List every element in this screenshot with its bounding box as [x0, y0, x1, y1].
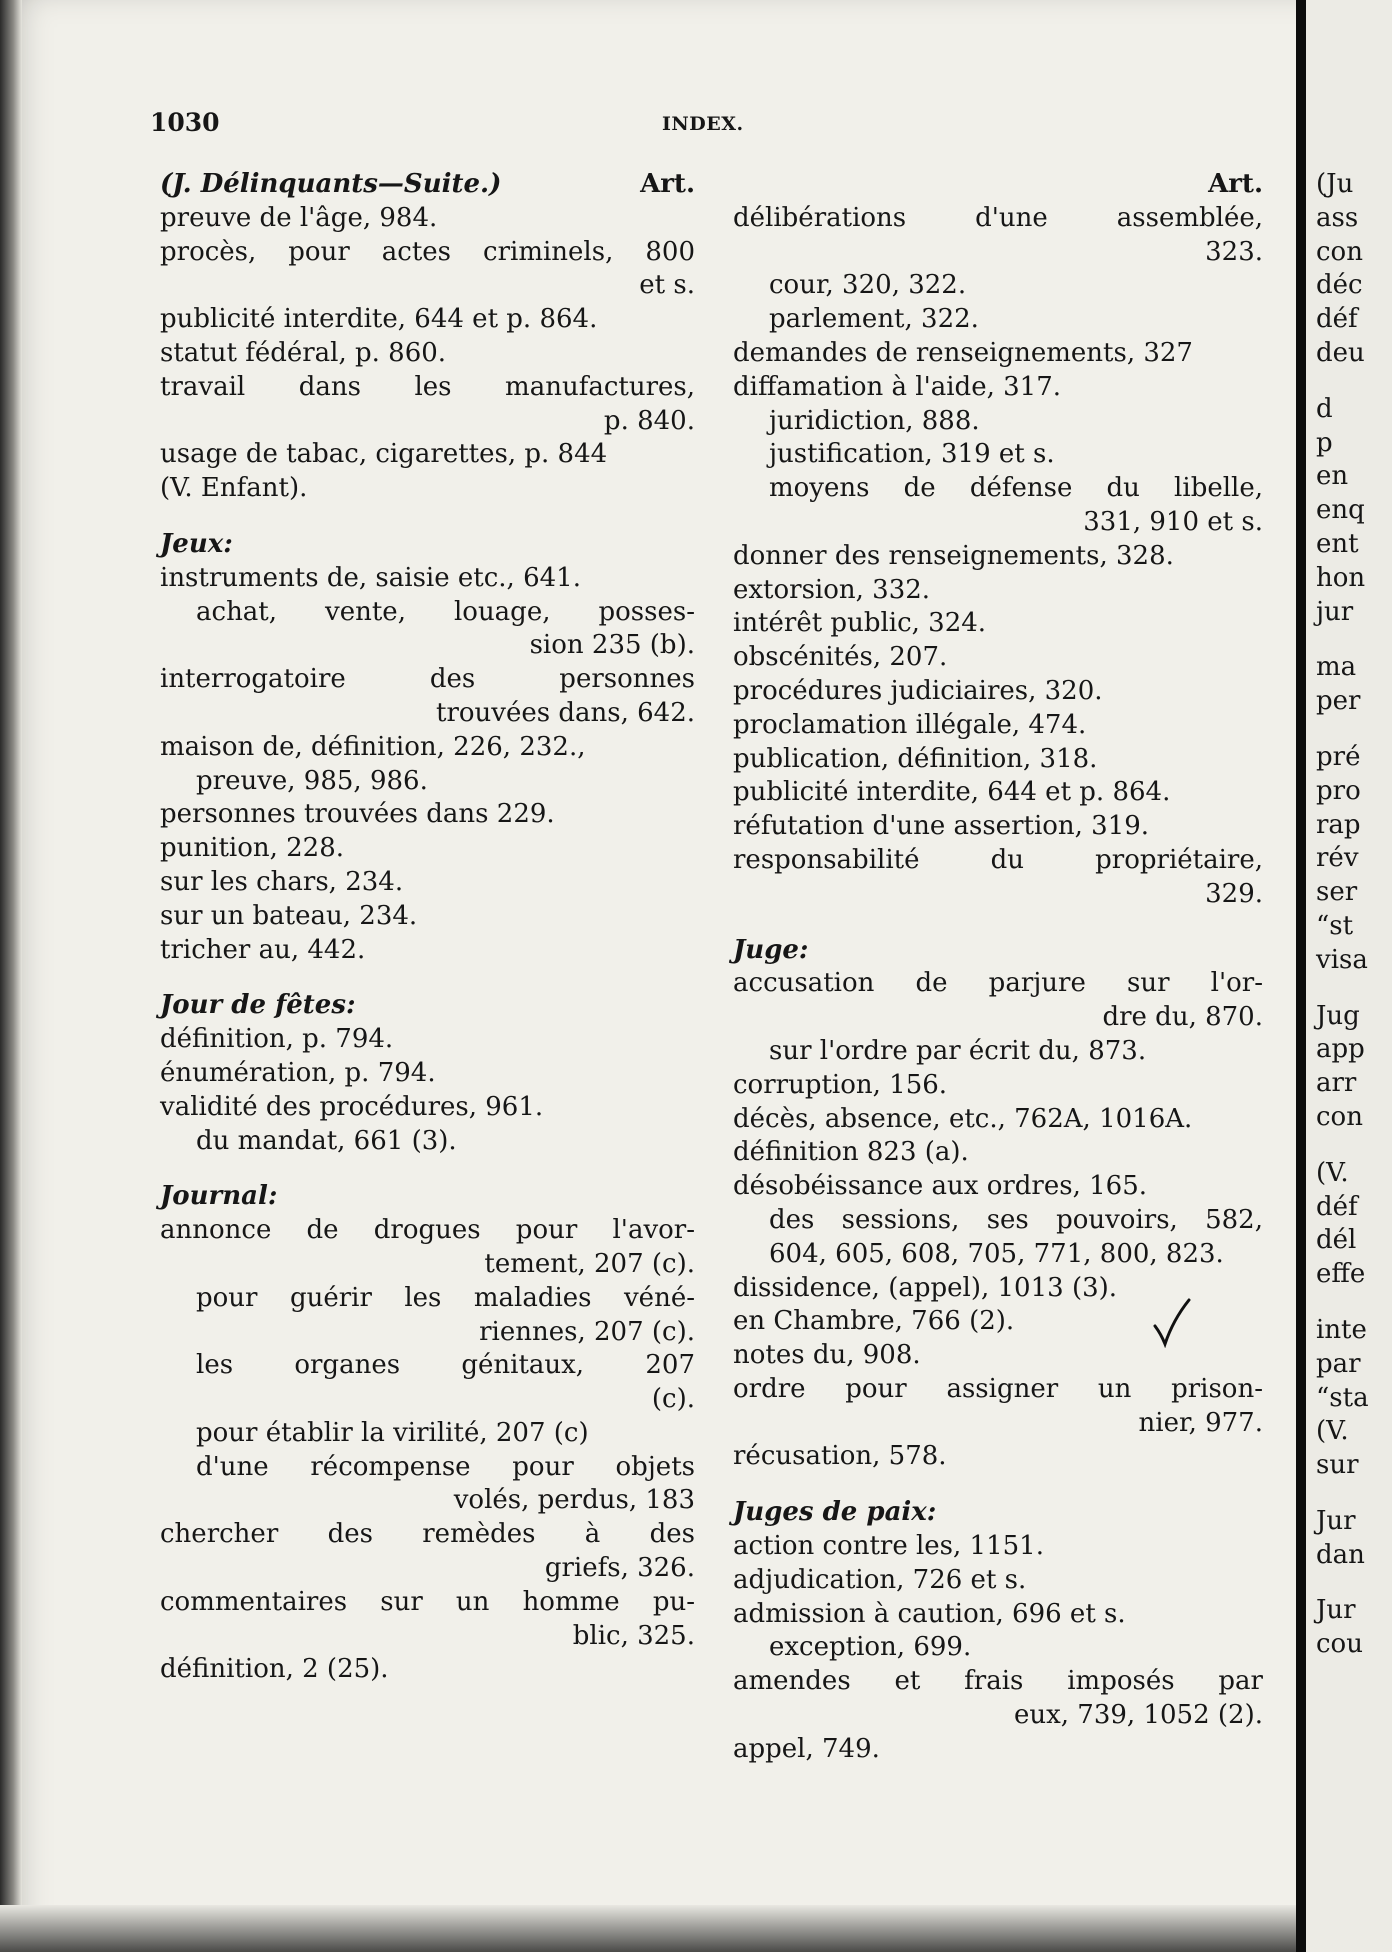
adjacent-page-fragment: déf [1316, 304, 1358, 335]
adjacent-page-fragment: dan [1316, 1539, 1365, 1570]
section-gap [1316, 719, 1369, 741]
index-entry: commentaires sur un homme pu- [160, 1586, 695, 1617]
index-entry: donner des renseignements, 328. [733, 540, 1174, 571]
index-entry-continuation: 323. [1205, 236, 1263, 267]
index-entry: notes du, 908. [733, 1340, 921, 1371]
index-entry: instruments de, saisie etc., 641. [160, 562, 581, 593]
index-entry: diffamation à l'aide, 317. [733, 371, 1062, 402]
adjacent-page-fragment: ass [1316, 202, 1359, 233]
index-entry: publicité interdite, 644 et p. 864. [733, 777, 1171, 808]
adjacent-page-fragment: déc [1316, 270, 1363, 301]
adjacent-page-fragment: pré [1316, 741, 1361, 772]
section-heading: Juge: [733, 934, 809, 965]
index-column-right [733, 168, 1263, 1767]
page-spine-shadow [0, 0, 22, 1952]
index-entry: dissidence, (appel), 1013 (3). [733, 1272, 1118, 1303]
art-label: Art. [640, 169, 695, 199]
suite-heading: (J. Délinquants—Suite.) [160, 169, 502, 199]
adjacent-page-fragment: deu [1316, 337, 1365, 368]
adjacent-page-fragment: (Ju [1316, 169, 1354, 199]
index-subentry: preuve, 985, 986. [196, 765, 428, 796]
section-gap [160, 506, 695, 528]
section-gap [1316, 978, 1369, 1000]
index-entry: demandes de renseignements, 327 [733, 337, 1193, 368]
index-entry: maison de, définition, 226, 232., [160, 731, 586, 762]
index-entry: sur les chars, 234. [160, 866, 404, 897]
index-entry: désobéissance aux ordres, 165. [733, 1171, 1147, 1202]
section-gap [1316, 1483, 1369, 1505]
index-column-left [160, 168, 695, 1687]
index-entry-continuation: nier, 977. [1138, 1407, 1263, 1438]
page-bottom-shadow [0, 1905, 1300, 1952]
index-entry-continuation: trouvées dans, 642. [436, 697, 695, 728]
index-entry: annonce de drogues pour l'avor- [160, 1215, 695, 1246]
index-entry-continuation: tement, 207 (c). [484, 1248, 695, 1279]
index-entry-continuation: p. 840. [603, 405, 695, 436]
index-entry-continuation: riennes, 207 (c). [479, 1316, 695, 1347]
index-subentry: sur l'ordre par écrit du, 873. [769, 1035, 1147, 1066]
adjacent-page-fragment: en [1316, 461, 1349, 492]
index-subentry: justification, 319 et s. [769, 439, 1055, 470]
section-gap [1316, 629, 1369, 651]
index-entry: publication, définition, 318. [733, 743, 1098, 774]
page-number: 1030 [150, 108, 220, 137]
index-entry: travail dans les manufactures, [160, 371, 695, 402]
index-entry: obscénités, 207. [733, 642, 948, 673]
section-gap [1316, 1135, 1369, 1157]
section-gap [160, 1158, 695, 1180]
adjacent-page-fragment: cou [1316, 1629, 1363, 1660]
adjacent-page-text [1316, 168, 1369, 1662]
adjacent-page-fragment: rév [1316, 843, 1359, 874]
index-subentry: achat, vente, louage, posses- [196, 596, 695, 627]
index-entry-continuation: 329. [1205, 878, 1263, 909]
index-subentry: exception, 699. [769, 1632, 972, 1663]
index-entry: sur un bateau, 234. [160, 900, 418, 931]
index-entry: validité des procédures, 961. [160, 1091, 544, 1122]
index-entry: usage de tabac, cigarettes, p. 844 [160, 439, 608, 470]
index-subentry: des sessions, ses pouvoirs, 582, [769, 1204, 1263, 1235]
adjacent-page [1306, 0, 1392, 1952]
index-entry: tricher au, 442. [160, 934, 366, 965]
index-entry: statut fédéral, p. 860. [160, 337, 447, 368]
adjacent-page-fragment: hon [1316, 562, 1366, 593]
index-subentry: du mandat, 661 (3). [196, 1125, 457, 1156]
adjacent-page-fragment: déf [1316, 1191, 1358, 1222]
adjacent-page-fragment: ser [1316, 877, 1358, 908]
suite-heading-row [160, 168, 695, 202]
index-entry: interrogatoire des personnes [160, 664, 695, 695]
adjacent-page-fragment: ent [1316, 528, 1359, 559]
index-entry: réfutation d'une assertion, 319. [733, 811, 1150, 842]
adjacent-page-fragment: con [1316, 1101, 1363, 1132]
index-entry: punition, 228. [160, 833, 345, 864]
index-entry: admission à caution, 696 et s. [733, 1598, 1126, 1629]
adjacent-page-fragment: dél [1316, 1225, 1357, 1256]
adjacent-page-fragment: rap [1316, 809, 1361, 840]
index-entry: corruption, 156. [733, 1069, 948, 1100]
adjacent-page-fragment: jur [1316, 596, 1354, 627]
section-gap [1316, 1572, 1369, 1594]
adjacent-page-fragment: “sta [1316, 1382, 1369, 1413]
adjacent-page-fragment: ma [1316, 652, 1357, 683]
page-title: INDEX. [662, 113, 744, 135]
index-entry: amendes et frais imposés par [733, 1666, 1263, 1697]
index-entry: récusation, 578. [733, 1441, 947, 1472]
handwritten-checkmark [1153, 1298, 1191, 1348]
index-entry: action contre les, 1151. [733, 1531, 1044, 1562]
adjacent-page-fragment: (V. [1316, 1416, 1349, 1447]
adjacent-page-fragment: visa [1316, 944, 1368, 975]
index-entry: énumération, p. 794. [160, 1057, 436, 1088]
adjacent-page-fragment: “st [1316, 910, 1354, 941]
index-subentry: d'une récompense pour objets [196, 1451, 695, 1482]
section-heading: Jour de fêtes: [160, 990, 356, 1021]
art-label: Art. [1208, 169, 1263, 199]
index-entry: procédures judiciaires, 320. [733, 675, 1103, 706]
section-heading: Jeux: [160, 528, 233, 559]
index-entry: intérêt public, 324. [733, 608, 987, 639]
section-gap [1316, 371, 1369, 393]
section-heading: Juges de paix: [733, 1497, 937, 1528]
index-subentry: cour, 320, 322. [769, 270, 967, 301]
index-entry-continuation: 331, 910 et s. [1083, 506, 1263, 537]
index-entry: responsabilité du propriétaire, [733, 844, 1263, 875]
index-entry: appel, 749. [733, 1733, 880, 1764]
index-entry-continuation: et s. [639, 270, 695, 301]
section-gap [733, 912, 1263, 934]
adjacent-page-fragment: Jur [1316, 1595, 1356, 1626]
index-subentry: parlement, 322. [769, 304, 979, 335]
adjacent-page-fragment: d [1316, 393, 1333, 424]
index-entry: délibérations d'une assemblée, [733, 202, 1263, 233]
adjacent-page-fragment: (V. [1316, 1157, 1349, 1188]
index-entry: (V. Enfant). [160, 473, 308, 504]
adjacent-page-fragment: sur [1316, 1450, 1359, 1481]
index-entry: adjudication, 726 et s. [733, 1564, 1027, 1595]
index-entry-continuation: eux, 739, 1052 (2). [1013, 1700, 1263, 1731]
index-entry-continuation: volés, perdus, 183 [453, 1485, 695, 1516]
adjacent-page-fragment: Jur [1316, 1505, 1356, 1536]
index-entry: décès, absence, etc., 762A, 1016A. [733, 1103, 1193, 1134]
adjacent-page-fragment: app [1316, 1034, 1365, 1065]
adjacent-page-fragment: enq [1316, 495, 1365, 526]
book-gutter [1296, 0, 1306, 1952]
index-entry: procès, pour actes criminels, 800 [160, 236, 695, 267]
adjacent-page-fragment: pro [1316, 775, 1361, 806]
adjacent-page-fragment: inte [1316, 1314, 1367, 1345]
adjacent-page-fragment: par [1316, 1348, 1361, 1379]
index-entry-continuation: sion 235 (b). [529, 630, 695, 661]
adjacent-page-fragment: arr [1316, 1068, 1357, 1099]
index-entry: définition 823 (a). [733, 1137, 969, 1168]
section-gap [160, 967, 695, 989]
index-entry: définition, p. 794. [160, 1024, 394, 1055]
adjacent-page-fragment: per [1316, 686, 1361, 717]
index-subentry: juridiction, 888. [769, 405, 980, 436]
index-subentry: 604, 605, 608, 705, 771, 800, 823. [769, 1238, 1224, 1269]
index-entry: proclamation illégale, 474. [733, 709, 1087, 740]
index-entry: publicité interdite, 644 et p. 864. [160, 304, 598, 335]
index-entry: preuve de l'âge, 984. [160, 202, 438, 233]
index-entry: définition, 2 (25). [160, 1654, 389, 1685]
section-gap [733, 1474, 1263, 1496]
index-entry: personnes trouvées dans 229. [160, 799, 555, 830]
index-entry: extorsion, 332. [733, 574, 931, 605]
adjacent-page-fragment: effe [1316, 1259, 1366, 1290]
index-entry-continuation: blic, 325. [572, 1620, 695, 1651]
section-gap [1316, 1292, 1369, 1314]
index-entry-continuation: (c). [651, 1384, 695, 1415]
section-heading: Journal: [160, 1181, 278, 1212]
index-entry: en Chambre, 766 (2). [733, 1306, 1015, 1337]
adjacent-page-fragment: p [1316, 427, 1333, 458]
index-subentry: les organes génitaux, 207 [196, 1350, 695, 1381]
index-entry: ordre pour assigner un prison- [733, 1373, 1263, 1404]
adjacent-page-fragment: Jug [1316, 1000, 1360, 1031]
index-entry-continuation: griefs, 326. [544, 1553, 695, 1584]
index-entry-continuation: dre du, 870. [1102, 1002, 1263, 1033]
index-subentry: moyens de défense du libelle, [769, 473, 1263, 504]
index-subentry: pour guérir les maladies véné- [196, 1282, 695, 1313]
index-subentry: pour établir la virilité, 207 (c) [196, 1417, 589, 1448]
index-entry: accusation de parjure sur l'or- [733, 968, 1263, 999]
index-entry: chercher des remèdes à des [160, 1519, 695, 1550]
adjacent-page-fragment: con [1316, 236, 1363, 267]
